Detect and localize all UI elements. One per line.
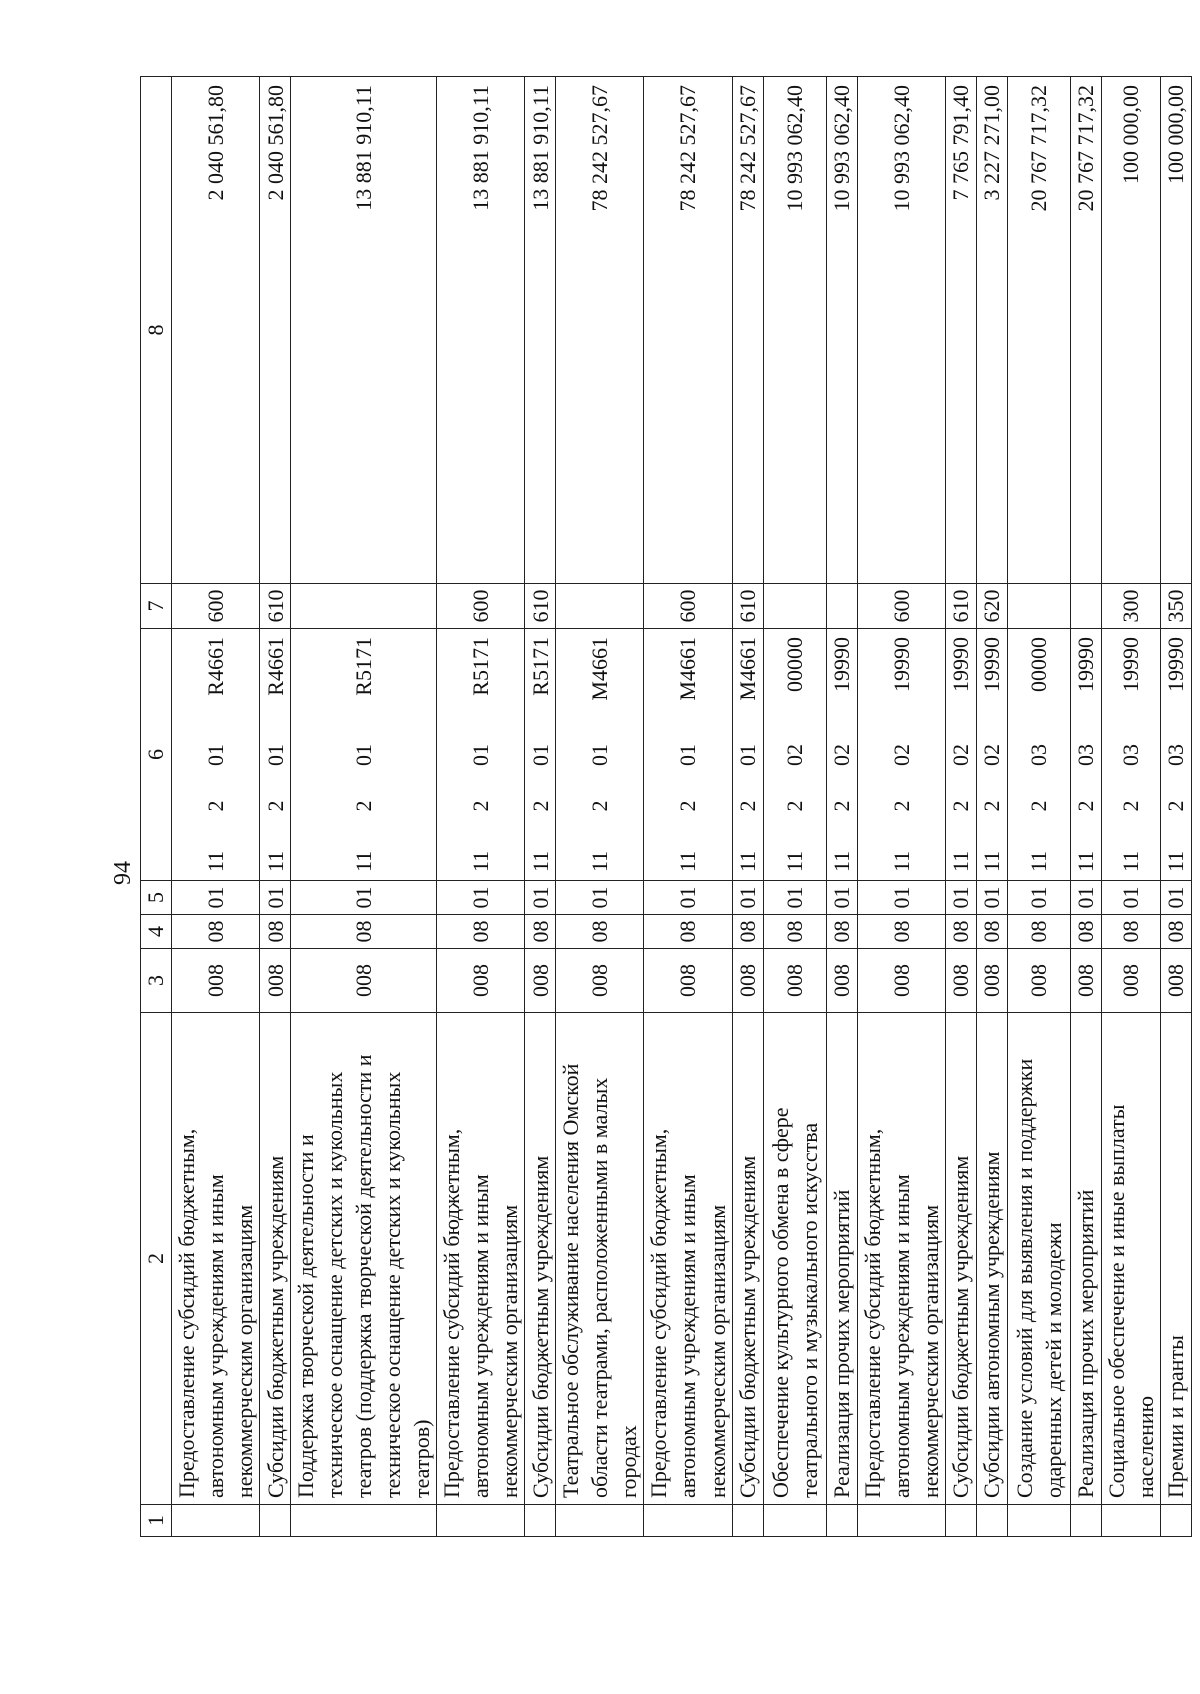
target-article-part: 2 (1026, 800, 1052, 812)
row-col-1 (291, 1505, 437, 1537)
row-amount: 100 000,00 (1101, 77, 1160, 584)
target-article-part: 01 (735, 744, 761, 766)
row-target-article (556, 629, 644, 881)
row-expense-type: 600 (437, 584, 525, 629)
target-article-part: 2 (262, 800, 288, 812)
row-col-1 (1070, 1505, 1101, 1537)
row-admin-code: 008 (556, 949, 644, 1013)
row-admin-code: 008 (1007, 949, 1070, 1013)
row-admin-code: 008 (172, 949, 260, 1013)
target-article-part: 19990 (979, 637, 1005, 692)
row-subsection: 01 (1101, 881, 1160, 915)
row-name: Предоставление субсидий бюджетным, автономным учреждениям и иным некоммерческим организациям (437, 1013, 525, 1505)
row-expense-type: 600 (857, 584, 945, 629)
target-article-part: 01 (675, 744, 701, 766)
table-row (732, 77, 763, 1537)
row-col-1 (644, 1505, 732, 1537)
row-col-1 (525, 1505, 556, 1537)
row-section: 08 (644, 915, 732, 949)
header-col-6: 6 (141, 629, 172, 881)
row-name: Социальное обеспечение и иные выплаты населению (1101, 1013, 1160, 1505)
row-name: Субсидии автономным учреждениям (976, 1013, 1007, 1505)
row-col-1 (1160, 1505, 1191, 1537)
row-target-article (1101, 629, 1160, 881)
header-row (141, 77, 172, 1537)
table-row (976, 77, 1007, 1537)
target-article-part: 11 (735, 850, 761, 872)
row-target-article (763, 629, 826, 881)
target-article-parts (585, 635, 614, 874)
target-article-part: R5171 (468, 637, 494, 696)
row-admin-code: 008 (1101, 949, 1160, 1013)
row-name: Предоставление субсидий бюджетным, автономным учреждениям и иным некоммерческим организациям (644, 1013, 732, 1505)
table-row (556, 77, 644, 1537)
row-col-1 (945, 1505, 976, 1537)
row-amount: 13 881 910,11 (437, 77, 525, 584)
target-article-part: 19990 (948, 637, 974, 692)
row-expense-type: 610 (732, 584, 763, 629)
row-admin-code: 008 (260, 949, 291, 1013)
row-subsection: 01 (291, 881, 437, 915)
table-row (437, 77, 525, 1537)
row-amount: 78 242 527,67 (644, 77, 732, 584)
target-article-part: R5171 (351, 637, 377, 696)
table-row (1160, 77, 1191, 1537)
row-admin-code: 008 (1160, 949, 1191, 1013)
row-name: Обеспечение культурного обмена в сфере театрального и музыкального искусства (763, 1013, 826, 1505)
row-subsection: 01 (1007, 881, 1070, 915)
target-article-part: R5171 (527, 637, 553, 696)
target-article-parts (780, 635, 809, 874)
row-target-article (525, 629, 556, 881)
row-target-article (732, 629, 763, 881)
target-article-part: 01 (587, 744, 613, 766)
target-article-part: 11 (351, 850, 377, 872)
target-article-part: 2 (979, 800, 1005, 812)
row-section: 08 (826, 915, 857, 949)
row-expense-type (1007, 584, 1070, 629)
target-article-part: R4661 (262, 637, 288, 696)
row-col-1 (857, 1505, 945, 1537)
page-number: 94 (110, 861, 136, 885)
row-target-article (826, 629, 857, 881)
target-article-part: 00000 (1026, 637, 1052, 692)
row-subsection: 01 (763, 881, 826, 915)
table-row (1070, 77, 1101, 1537)
row-section: 08 (976, 915, 1007, 949)
row-amount: 78 242 527,67 (556, 77, 644, 584)
table-row (525, 77, 556, 1537)
row-col-1 (732, 1505, 763, 1537)
target-article-part: 11 (262, 850, 288, 872)
row-subsection: 01 (1070, 881, 1101, 915)
row-amount: 10 993 062,40 (763, 77, 826, 584)
budget-table-rotated (140, 77, 1189, 1537)
target-article-part: 2 (829, 800, 855, 812)
row-section: 08 (260, 915, 291, 949)
row-amount: 10 993 062,40 (826, 77, 857, 584)
target-article-part: 11 (1163, 850, 1189, 872)
target-article-parts (349, 635, 378, 874)
row-section: 08 (1070, 915, 1101, 949)
row-section: 08 (556, 915, 644, 949)
target-article-part: 2 (351, 800, 377, 812)
row-admin-code: 008 (976, 949, 1007, 1013)
target-article-part: 02 (888, 744, 914, 766)
row-target-article (976, 629, 1007, 881)
row-target-article (291, 629, 437, 881)
row-subsection: 01 (945, 881, 976, 915)
target-article-part: 11 (1118, 850, 1144, 872)
row-admin-code: 008 (291, 949, 437, 1013)
row-amount: 78 242 527,67 (732, 77, 763, 584)
row-admin-code: 008 (763, 949, 826, 1013)
target-article-part: 11 (587, 850, 613, 872)
target-article-part: 11 (1026, 850, 1052, 872)
row-admin-code: 008 (437, 949, 525, 1013)
target-article-part: 11 (979, 850, 1005, 872)
target-article-part: 11 (948, 850, 974, 872)
target-article-parts (977, 635, 1006, 874)
target-article-part: 00000 (782, 637, 808, 692)
target-article-part: 03 (1118, 744, 1144, 766)
row-col-1 (1101, 1505, 1160, 1537)
row-amount: 100 000,00 (1160, 77, 1191, 584)
row-expense-type: 610 (525, 584, 556, 629)
row-subsection: 01 (1160, 881, 1191, 915)
row-subsection: 01 (525, 881, 556, 915)
row-target-article (172, 629, 260, 881)
target-article-part: 11 (782, 850, 808, 872)
row-expense-type: 300 (1101, 584, 1160, 629)
row-name: Предоставление субсидий бюджетным, автономным учреждениям и иным некоммерческим организациям (857, 1013, 945, 1505)
target-article-part: 02 (782, 744, 808, 766)
row-expense-type (763, 584, 826, 629)
table-row (857, 77, 945, 1537)
target-article-part: 01 (262, 744, 288, 766)
table-row (763, 77, 826, 1537)
target-article-part: 2 (735, 800, 761, 812)
row-section: 08 (763, 915, 826, 949)
target-article-part: 02 (979, 744, 1005, 766)
row-name: Реализация прочих мероприятий (1070, 1013, 1101, 1505)
target-article-parts (261, 635, 290, 874)
target-article-parts (1024, 635, 1053, 874)
target-article-part: 11 (203, 850, 229, 872)
row-name: Реализация прочих мероприятий (826, 1013, 857, 1505)
row-admin-code: 008 (525, 949, 556, 1013)
table-row (1101, 77, 1160, 1537)
row-expense-type: 610 (260, 584, 291, 629)
target-article-part: 11 (888, 850, 914, 872)
row-subsection: 01 (260, 881, 291, 915)
target-article-part: 11 (1073, 850, 1099, 872)
row-section: 08 (172, 915, 260, 949)
target-article-part: 03 (1073, 744, 1099, 766)
row-admin-code: 008 (826, 949, 857, 1013)
target-article-parts (201, 635, 230, 874)
row-subsection: 01 (976, 881, 1007, 915)
target-article-part: 2 (468, 800, 494, 812)
row-expense-type: 620 (976, 584, 1007, 629)
row-amount: 13 881 910,11 (291, 77, 437, 584)
target-article-parts (827, 635, 856, 874)
row-expense-type (826, 584, 857, 629)
table-row (260, 77, 291, 1537)
row-name: Субсидии бюджетным учреждениям (732, 1013, 763, 1505)
table-body (172, 77, 1192, 1537)
row-section: 08 (945, 915, 976, 949)
target-article-part: M4661 (587, 637, 613, 701)
target-article-part: 2 (587, 800, 613, 812)
target-article-part: 2 (527, 800, 553, 812)
table-row (644, 77, 732, 1537)
target-article-part: 19990 (888, 637, 914, 692)
row-amount: 2 040 561,80 (172, 77, 260, 584)
target-article-part: R4661 (203, 637, 229, 696)
row-target-article (1070, 629, 1101, 881)
row-col-1 (1007, 1505, 1070, 1537)
row-name: Создание условий для выявления и поддержки одаренных детей и молодежи (1007, 1013, 1070, 1505)
row-expense-type: 350 (1160, 584, 1191, 629)
row-expense-type: 600 (644, 584, 732, 629)
row-admin-code: 008 (1070, 949, 1101, 1013)
row-amount: 3 227 271,00 (976, 77, 1007, 584)
target-article-part: 2 (948, 800, 974, 812)
target-article-part: 19990 (1163, 637, 1189, 692)
target-article-part: 11 (468, 850, 494, 872)
row-amount: 20 767 717,32 (1007, 77, 1070, 584)
row-name: Субсидии бюджетным учреждениям (260, 1013, 291, 1505)
row-subsection: 01 (437, 881, 525, 915)
target-article-parts (466, 635, 495, 874)
row-admin-code: 008 (732, 949, 763, 1013)
row-expense-type (556, 584, 644, 629)
row-subsection: 01 (172, 881, 260, 915)
table-row (945, 77, 976, 1537)
row-section: 08 (1160, 915, 1191, 949)
row-expense-type (1070, 584, 1101, 629)
row-name: Субсидии бюджетным учреждениям (525, 1013, 556, 1505)
target-article-parts (946, 635, 975, 874)
target-article-part: 2 (1163, 800, 1189, 812)
header-col-3: 3 (141, 949, 172, 1013)
row-col-1 (260, 1505, 291, 1537)
row-subsection: 01 (644, 881, 732, 915)
row-target-article (945, 629, 976, 881)
target-article-part: 2 (203, 800, 229, 812)
target-article-part: 01 (351, 744, 377, 766)
target-article-part: 19990 (829, 637, 855, 692)
target-article-parts (1116, 635, 1145, 874)
row-section: 08 (291, 915, 437, 949)
row-section: 08 (1101, 915, 1160, 949)
target-article-part: 11 (829, 850, 855, 872)
target-article-parts (733, 635, 762, 874)
target-article-part: 19990 (1118, 637, 1144, 692)
row-subsection: 01 (556, 881, 644, 915)
row-col-1 (976, 1505, 1007, 1537)
row-name: Театральное обслуживание населения Омской области театрами, расположенными в малых городах (556, 1013, 644, 1505)
target-article-part: 03 (1026, 744, 1052, 766)
row-target-article (1160, 629, 1191, 881)
row-admin-code: 008 (945, 949, 976, 1013)
target-article-part: 19990 (1073, 637, 1099, 692)
row-amount: 2 040 561,80 (260, 77, 291, 584)
target-article-part: 01 (527, 744, 553, 766)
row-name: Поддержка творческой деятельности и техническое оснащение детских и кукольных театров (поддержка творческой деятельности и техническое оснащение детских и кукольных театров) (291, 1013, 437, 1505)
row-admin-code: 008 (857, 949, 945, 1013)
target-article-part: 2 (888, 800, 914, 812)
row-target-article (260, 629, 291, 881)
row-section: 08 (732, 915, 763, 949)
row-subsection: 01 (857, 881, 945, 915)
target-article-part: 02 (829, 744, 855, 766)
header-col-1: 1 (141, 1505, 172, 1537)
row-col-1 (172, 1505, 260, 1537)
table-row (1007, 77, 1070, 1537)
row-subsection: 01 (732, 881, 763, 915)
row-section: 08 (1007, 915, 1070, 949)
target-article-parts (673, 635, 702, 874)
row-name: Премии и гранты (1160, 1013, 1191, 1505)
row-expense-type: 600 (172, 584, 260, 629)
target-article-part: 2 (1118, 800, 1144, 812)
row-amount: 20 767 717,32 (1070, 77, 1101, 584)
row-target-article (644, 629, 732, 881)
header-col-8: 8 (141, 77, 172, 584)
row-target-article (1007, 629, 1070, 881)
row-section: 08 (437, 915, 525, 949)
row-admin-code: 008 (644, 949, 732, 1013)
target-article-part: 03 (1163, 744, 1189, 766)
header-col-5: 5 (141, 881, 172, 915)
row-target-article (437, 629, 525, 881)
row-col-1 (437, 1505, 525, 1537)
target-article-part: 2 (782, 800, 808, 812)
header-col-4: 4 (141, 915, 172, 949)
target-article-parts (1071, 635, 1100, 874)
header-col-7: 7 (141, 584, 172, 629)
target-article-part: M4661 (675, 637, 701, 701)
row-target-article (857, 629, 945, 881)
table-row (172, 77, 260, 1537)
target-article-part: 02 (948, 744, 974, 766)
target-article-parts (1161, 635, 1190, 874)
row-amount: 7 765 791,40 (945, 77, 976, 584)
row-section: 08 (857, 915, 945, 949)
header-col-2: 2 (141, 1013, 172, 1505)
target-article-part: 2 (675, 800, 701, 812)
target-article-part: 2 (1073, 800, 1099, 812)
row-expense-type: 610 (945, 584, 976, 629)
target-article-part: 01 (468, 744, 494, 766)
target-article-parts (526, 635, 555, 874)
target-article-part: 11 (527, 850, 553, 872)
row-name: Субсидии бюджетным учреждениям (945, 1013, 976, 1505)
target-article-part: 11 (675, 850, 701, 872)
target-article-part: M4661 (735, 637, 761, 701)
row-section: 08 (525, 915, 556, 949)
budget-table (140, 76, 1192, 1537)
target-article-part: 01 (203, 744, 229, 766)
row-amount: 10 993 062,40 (857, 77, 945, 584)
row-name: Предоставление субсидий бюджетным, автономным учреждениям и иным некоммерческим организациям (172, 1013, 260, 1505)
table-row (291, 77, 437, 1537)
row-subsection: 01 (826, 881, 857, 915)
target-article-parts (887, 635, 916, 874)
row-col-1 (826, 1505, 857, 1537)
table-row (826, 77, 857, 1537)
row-amount: 13 881 910,11 (525, 77, 556, 584)
row-col-1 (556, 1505, 644, 1537)
row-expense-type (291, 584, 437, 629)
row-col-1 (763, 1505, 826, 1537)
